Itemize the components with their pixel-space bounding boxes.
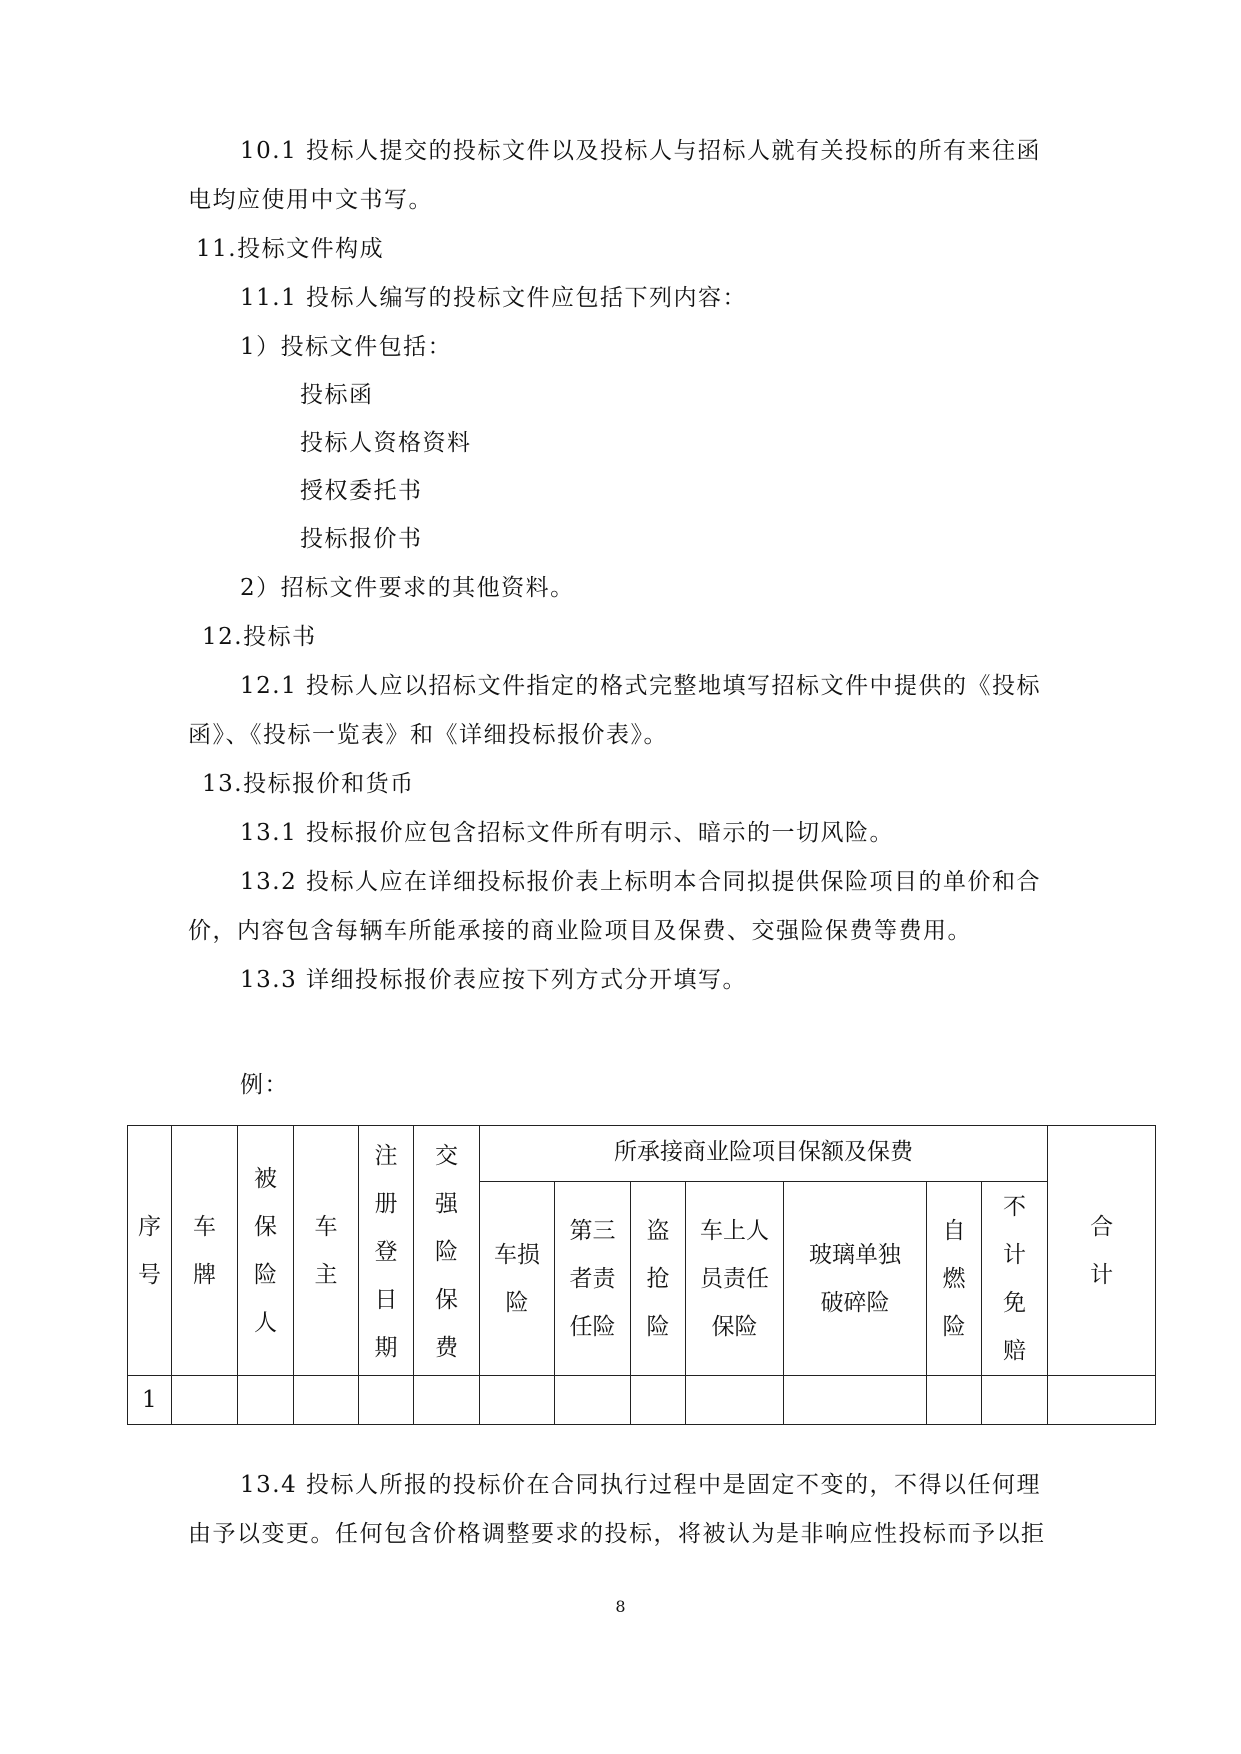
table-cell xyxy=(982,1376,1048,1425)
header-total: 合 计 xyxy=(1048,1126,1156,1376)
paragraph: 函》、《投标一览表》和《详细投标报价表》。 xyxy=(188,722,668,748)
list-item: 投标人资格资料 xyxy=(300,430,472,456)
list-item: 1）投标文件包括： xyxy=(240,334,453,360)
list-item: 投标函 xyxy=(300,382,374,408)
section-heading: 12.投标书 xyxy=(202,624,317,650)
list-item: 2）招标文件要求的其他资料。 xyxy=(240,575,575,601)
paragraph: 13.4 投标人所报的投标价在合同执行过程中是固定不变的，不得以任何理 xyxy=(240,1472,1042,1498)
paragraph: 电均应使用中文书写。 xyxy=(188,187,433,213)
table-cell xyxy=(784,1376,927,1425)
table-cell xyxy=(414,1376,480,1425)
header-commercial-group: 所承接商业险项目保额及保费 xyxy=(480,1126,1048,1182)
quote-table xyxy=(127,1125,1156,1425)
header-third-party: 第三 者责 任险 xyxy=(555,1182,631,1376)
header-no-deductible: 不 计 免 赔 xyxy=(982,1182,1048,1376)
paragraph: 价，内容包含每辆车所能承接的商业险项目及保费、交强险保费等费用。 xyxy=(188,918,972,944)
list-item: 投标报价书 xyxy=(300,526,423,552)
section-heading: 11.投标文件构成 xyxy=(196,236,385,262)
table-cell xyxy=(480,1376,555,1425)
header-passenger-liability: 车上人 员责任 保险 xyxy=(686,1182,784,1376)
paragraph: 13.1 投标报价应包含招标文件所有明示、暗示的一切风险。 xyxy=(240,820,895,846)
header-registration-date: 注 册 登 日 期 xyxy=(359,1126,414,1376)
table-cell xyxy=(1048,1376,1156,1425)
section-heading: 13.投标报价和货币 xyxy=(202,771,415,797)
table-cell xyxy=(294,1376,359,1425)
header-spontaneous-combustion: 自 燃 险 xyxy=(927,1182,982,1376)
paragraph: 13.3 详细投标报价表应按下列方式分开填写。 xyxy=(240,967,748,993)
table-cell xyxy=(359,1376,414,1425)
list-item: 授权委托书 xyxy=(300,478,423,504)
header-seq: 序 号 xyxy=(128,1126,172,1376)
paragraph: 13.2 投标人应在详细投标报价表上标明本合同拟提供保险项目的单价和合 xyxy=(240,869,1042,895)
paragraph: 12.1 投标人应以招标文件指定的格式完整地填写招标文件中提供的《投标 xyxy=(240,673,1042,699)
table-row xyxy=(128,1376,1156,1425)
table-cell xyxy=(686,1376,784,1425)
header-plate: 车 牌 xyxy=(172,1126,238,1376)
table-cell xyxy=(631,1376,686,1425)
header-owner: 车 主 xyxy=(294,1126,359,1376)
paragraph: 由予以变更。任何包含价格调整要求的投标，将被认为是非响应性投标而予以拒 xyxy=(188,1521,1046,1547)
paragraph: 11.1 投标人编写的投标文件应包括下列内容： xyxy=(240,285,748,311)
page-number: 8 xyxy=(615,1597,626,1616)
header-theft: 盗 抢 险 xyxy=(631,1182,686,1376)
header-compulsory-premium: 交 强 险 保 费 xyxy=(414,1126,480,1376)
paragraph: 10.1 投标人提交的投标文件以及投标人与招标人就有关投标的所有来往函 xyxy=(240,138,1042,164)
table-cell xyxy=(238,1376,294,1425)
header-insured: 被 保 险 人 xyxy=(238,1126,294,1376)
example-label: 例： xyxy=(240,1072,289,1098)
table-cell xyxy=(555,1376,631,1425)
table-cell xyxy=(927,1376,982,1425)
header-glass-breakage: 玻璃单独 破碎险 xyxy=(784,1182,927,1376)
row-number: 1 xyxy=(128,1376,172,1425)
header-vehicle-damage: 车损 险 xyxy=(480,1182,555,1376)
table-cell xyxy=(172,1376,238,1425)
